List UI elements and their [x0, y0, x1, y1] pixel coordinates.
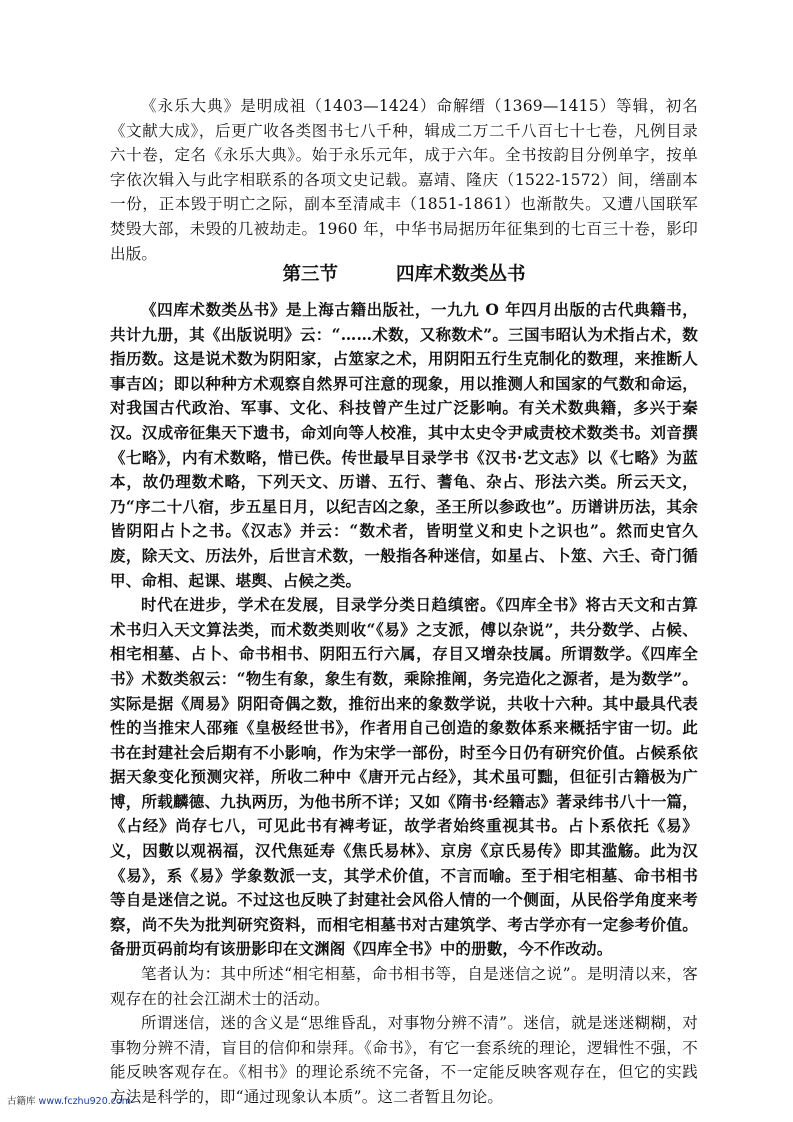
footer-watermark — [7, 1093, 131, 1107]
note-paragraph-2: 所谓迷信，迷的含义是“思维昏乱，对事物分辨不清”。迷信，就是迷迷糊糊，对事物分辨不清，盲目的信仰和崇拜。《命书》，有它一套系统的理论，逻辑性不强，不能反映客观存在。《相书》的理论系统不完备，不一定能反映客观存在，但它的实践方法是科学的，即“通过现象认本质”。这二者暂且勿论。 — [110, 1014, 698, 1106]
section-title: 四库术数类丛书 — [396, 264, 526, 285]
body-block — [110, 298, 698, 1110]
body-paragraph-1: 《四库术数类丛书》是上海古籍出版社，一九九 O 年四月出版的古代典籍书，共计九册，其《出版说明》云：“……术数，又称数术”。三国韦昭认为术指占术，数指历数。这是说术数为阴阳家，占筮家之术，用阴阳五行生克制化的数理，来推断人事吉凶；即以种种方术观察自然界可注意的现象，用以推测人和国家的气数和命运，对我国古代政治、军事、文化、科技曾产生过广泛影响。有关术数典籍，多兴于秦汉。汉成帝征集天下遗书，命刘向等人校准，其中太史令尹咸责校术数类书。刘音撰《七略》，内有术数略，惜已佚。传世最早目录学书《汉书·艺文志》以《七略》为蓝本，故仍理数术略，下列天文、历谱、五行、蓍龟、杂占、形法六类。所云天文，乃“序二十八宿，步五星日月，以纪吉凶之象，圣王所以参政也”。历谱讲历法，其余皆阴阳占卜之书。《汉志》并云：“数术者，皆明堂义和史卜之识也”。然而史官久废，除天文、历法外，后世言术数，一般指各种迷信，如星占、卜筮、六壬、奇门循甲、命相、起课、堪舆、占候之类。 — [110, 300, 698, 590]
note-paragraph-1: 笔者认为：其中所述“相宅相墓，命书相书等，自是迷信之说”。是明清以来，客观存在的社会江湖术士的活动。 — [110, 965, 698, 1008]
footer-label: 古籍库 — [7, 1096, 36, 1107]
section-heading — [110, 260, 698, 286]
body-paragraph-2: 时代在进步，学术在发展，目录学分类日趋缜密。《四库全书》将古天文和古算术书归入天文算法类，而术数类则收“《易》之支派，傅以杂说”，共分数学、占候、相宅相墓、占卜、命书相书、阴阳五行六属，存目又增杂技属。所谓数学。《四库全书》术数类叙云：“物生有象，象生有数，乘除推阐，务完造化之源者，是为数学”。实际是据《周易》阴阳奇偶之数，推衍出来的象数学说，共收十六种。其中最具代表性的当推宋人邵雍《皇极经世书》，作者用自己创造的象数体系来概括宇宙一切。此书在封建社会后期有不小影响，作为宋学一部份，时至今日仍有研究价值。占候系依据天象变化预测灾祥，所收二种中《唐开元占经》，其术虽可黜，但征引古籍极为广博，所载麟德、九执两历，为他书所不详；又如《隋书·经籍志》著录纬书八十一篇，《占经》尚存七八，可见此书有裨考证，故学者始终重视其书。占卜系依托《易》义，因數以观祸福，汉代焦延寿《焦氏易林》、京房《京氏易传》即其滥觞。此为汉《易》，系《易》学象数派一支，其学术价值，不言而喻。至于相宅相墓、命书相书等自是迷信之说。不过这也反映了封建社会风俗人情的一个侧面，从民俗学角度来考察，尚不失为批判研究资料，而相宅相墓书对古建筑学、考古学亦有一定参考价值。备册页码前均有该册影印在文渊阁《四库全书》中的册數，今不作改动。 — [110, 595, 698, 959]
intro-block — [110, 94, 698, 266]
intro-paragraph: 《永乐大典》是明成祖（1403—1424）命解缙（1369—1415）等辑，初名《文献大成》，后更广收各类图书七八千种，辑成二万二千八百七十七卷，凡例目录六十卷，定名《永乐大典》。始于永乐元年，成于六年。全书按韵目分例单字，按单字依次辑入与此字相联系的各项文史记载。嘉靖、隆庆（1522-1572）间，缮副本一份，正本毁于明亡之际，副本至清咸丰（1851-1861）也渐散失。又遭八国联军焚毁大部，未毁的几被劫走。1960 年，中华书局据历年征集到的七百三十卷，影印出版。 — [110, 97, 698, 263]
section-number: 第三节 — [282, 264, 338, 285]
footer-site-link[interactable]: www.fczhu920.com — [38, 1096, 132, 1107]
